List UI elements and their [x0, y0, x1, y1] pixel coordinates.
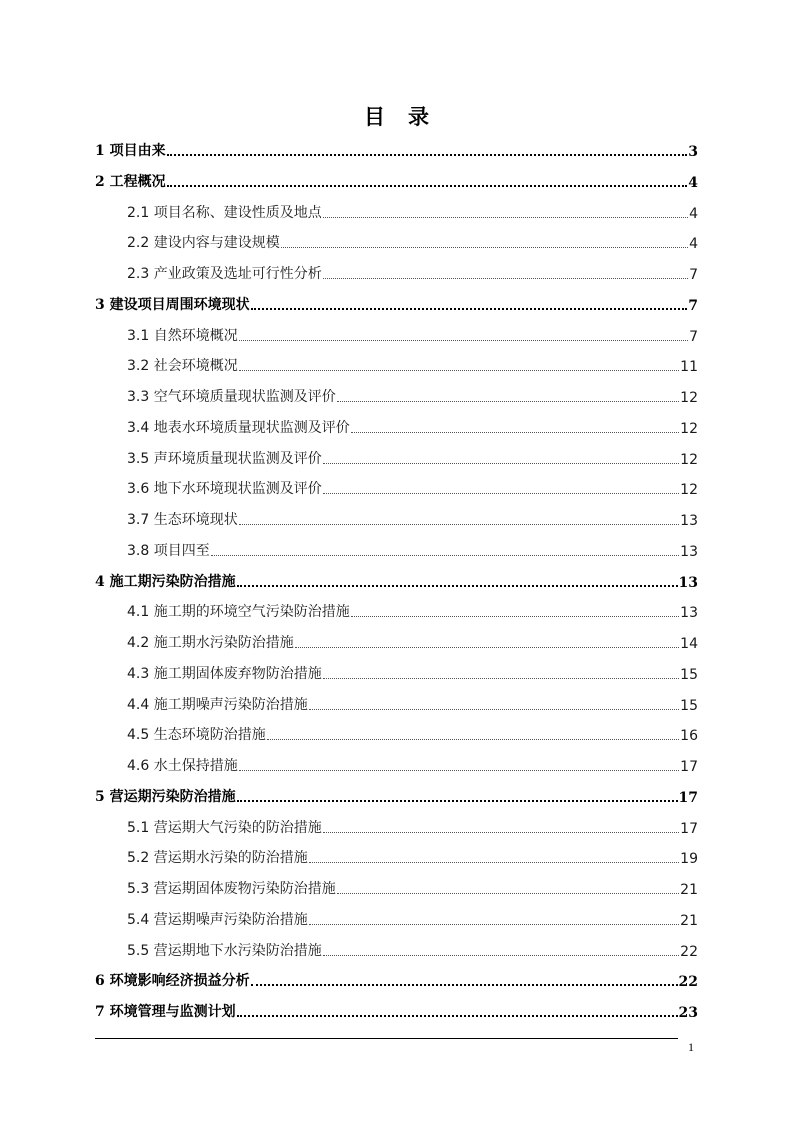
toc-entry-label: 4.1 施工期的环境空气污染防治措施	[127, 604, 350, 621]
toc-entry-page-number: 21	[680, 912, 698, 929]
dot-leader	[323, 954, 679, 956]
toc-entry-page-number: 7	[689, 328, 698, 345]
toc-entry-page-number: 4	[688, 174, 698, 191]
toc-entry-label: 3.8 项目四至	[127, 542, 210, 559]
toc-entry-label: 4.6 水土保持措施	[127, 758, 238, 774]
toc-section-entry[interactable]	[127, 599, 698, 621]
toc-section-entry[interactable]	[127, 415, 698, 437]
dot-leader	[211, 554, 679, 556]
toc-section-entry[interactable]	[127, 722, 698, 744]
toc-section-entry[interactable]	[127, 200, 698, 222]
toc-section-entry[interactable]	[127, 353, 698, 375]
dot-leader	[237, 1014, 678, 1017]
toc-section-entry[interactable]	[127, 630, 698, 652]
toc-entry-page-number: 12	[680, 482, 698, 499]
toc-entry-label: 3.2 社会环境概况	[127, 358, 238, 375]
dot-leader	[337, 400, 679, 402]
toc-entry-page-number: 12	[680, 420, 698, 437]
toc-section-entry[interactable]	[127, 323, 698, 345]
toc-title: 目 录	[364, 104, 430, 129]
dot-leader	[167, 153, 688, 156]
toc-entry-label: 5.1 营运期大气污染的防治措施	[127, 819, 322, 836]
toc-entry-label: 3.4 地表水环境质量现状监测及评价	[127, 419, 350, 436]
toc-entry-page-number: 12	[680, 451, 698, 468]
toc-entry-label: 2.2 建设内容与建设规模	[127, 235, 280, 252]
dot-leader	[351, 615, 679, 617]
toc-entry-page-number: 16	[680, 728, 698, 745]
toc-entry-label: 3.7 生态环境现状	[127, 512, 238, 528]
toc-section-entry[interactable]	[127, 476, 698, 498]
toc-entry-page-number: 17	[680, 759, 698, 775]
toc-entry-label: 4.2 施工期水污染防治措施	[127, 635, 294, 651]
toc-entry-label: 3 建设项目周围环境现状	[95, 296, 250, 313]
toc-entry-page-number: 13	[678, 574, 698, 591]
toc-entry-label: 5.2 营运期水污染的防治措施	[127, 850, 308, 867]
toc-section-entry[interactable]	[127, 538, 698, 560]
dot-leader	[323, 462, 679, 464]
toc-entry-label: 3.6 地下水环境现状监测及评价	[127, 481, 322, 498]
toc-entry-page-number: 21	[680, 882, 698, 898]
toc-entry-page-number: 4	[689, 236, 698, 253]
toc-entry-label: 2.1 项目名称、建设性质及地点	[127, 204, 322, 221]
toc-chapter-entry[interactable]	[95, 169, 698, 191]
dot-leader	[295, 646, 679, 648]
toc-entry-label: 4.3 施工期固体废弃物防治措施	[127, 665, 322, 682]
toc-entry-page-number: 22	[678, 974, 698, 991]
dot-leader	[323, 492, 679, 494]
dot-leader	[237, 584, 678, 587]
dot-leader	[267, 738, 679, 740]
toc-entry-label: 2 工程概况	[95, 173, 166, 190]
toc-chapter-entry[interactable]	[95, 784, 698, 806]
dot-leader	[351, 431, 679, 433]
dot-leader	[309, 923, 679, 925]
toc-entry-label: 5.4 营运期噪声污染防治措施	[127, 911, 308, 928]
toc-chapter-entry[interactable]	[95, 138, 698, 160]
dot-leader	[239, 339, 688, 341]
toc-entry-page-number: 15	[680, 666, 698, 683]
dot-leader	[309, 708, 679, 710]
toc-entry-label: 5 营运期污染防治措施	[95, 788, 236, 805]
toc-entry-page-number: 22	[680, 943, 698, 960]
toc-entry-page-number: 12	[680, 390, 698, 406]
toc-section-entry[interactable]	[127, 815, 698, 837]
toc-section-entry[interactable]	[127, 230, 698, 252]
toc-chapter-entry[interactable]	[95, 292, 698, 314]
dot-leader	[239, 769, 679, 771]
footer-rule	[95, 1038, 678, 1039]
toc-section-entry[interactable]	[127, 907, 698, 929]
toc-entry-page-number: 15	[680, 697, 698, 714]
toc-entry-page-number: 4	[689, 205, 698, 222]
dot-leader	[323, 216, 688, 218]
dot-leader	[167, 184, 688, 187]
toc-entry-label: 5.5 营运期地下水污染防治措施	[127, 942, 322, 959]
dot-leader	[251, 307, 688, 310]
toc-entry-label: 4.4 施工期噪声污染防治措施	[127, 696, 308, 713]
toc-entry-page-number: 19	[680, 851, 698, 868]
toc-entry-page-number: 13	[680, 513, 698, 529]
dot-leader	[323, 277, 688, 279]
dot-leader	[323, 677, 679, 679]
toc-entry-label: 1 项目由来	[95, 143, 166, 159]
toc-section-entry[interactable]	[127, 661, 698, 683]
toc-entry-label: 6 环境影响经济损益分析	[95, 973, 250, 990]
toc-entry-page-number: 7	[689, 267, 698, 283]
dot-leader	[309, 861, 679, 863]
toc-section-entry[interactable]	[127, 845, 698, 867]
dot-leader	[337, 892, 679, 894]
toc-entry-label: 3.3 空气环境质量现状监测及评价	[127, 389, 336, 405]
toc-section-entry[interactable]	[127, 446, 698, 468]
toc-chapter-entry[interactable]	[95, 999, 698, 1021]
toc-entry-page-number: 14	[680, 636, 698, 652]
toc-entry-page-number: 13	[680, 605, 698, 622]
toc-entry-page-number: 23	[678, 1005, 698, 1021]
page-number: 1	[688, 1040, 694, 1054]
toc-entry-page-number: 17	[680, 820, 698, 837]
toc-entry-label: 4 施工期污染防治措施	[95, 573, 236, 590]
toc-section-entry[interactable]	[127, 384, 698, 406]
toc-entry-label: 2.3 产业政策及选址可行性分析	[127, 266, 322, 282]
toc-chapter-entry[interactable]	[95, 968, 698, 990]
dot-leader	[239, 369, 679, 371]
toc-entry-label: 7 环境管理与监测计划	[95, 1004, 236, 1020]
toc-entry-label: 3.5 声环境质量现状监测及评价	[127, 450, 322, 467]
toc-entry-label: 4.5 生态环境防治措施	[127, 727, 266, 744]
dot-leader	[237, 799, 678, 802]
toc-section-entry[interactable]	[127, 753, 698, 775]
toc-entry-page-number: 3	[688, 144, 698, 160]
toc-section-entry[interactable]	[127, 876, 698, 898]
toc-section-entry[interactable]	[127, 938, 698, 960]
toc-entry-page-number: 7	[688, 297, 698, 314]
toc-entry-label: 5.3 营运期固体废物污染防治措施	[127, 881, 336, 897]
toc-section-entry[interactable]	[127, 507, 698, 529]
toc-chapter-entry[interactable]	[95, 569, 698, 591]
dot-leader	[281, 246, 688, 248]
toc-section-entry[interactable]	[127, 261, 698, 283]
toc-entry-page-number: 17	[678, 789, 698, 806]
toc-entry-page-number: 13	[680, 543, 698, 560]
dot-leader	[251, 983, 678, 986]
dot-leader	[323, 831, 679, 833]
toc-section-entry[interactable]	[127, 692, 698, 714]
toc-entry-page-number: 11	[680, 359, 698, 376]
toc-entry-label: 3.1 自然环境概况	[127, 327, 238, 344]
dot-leader	[239, 523, 679, 525]
